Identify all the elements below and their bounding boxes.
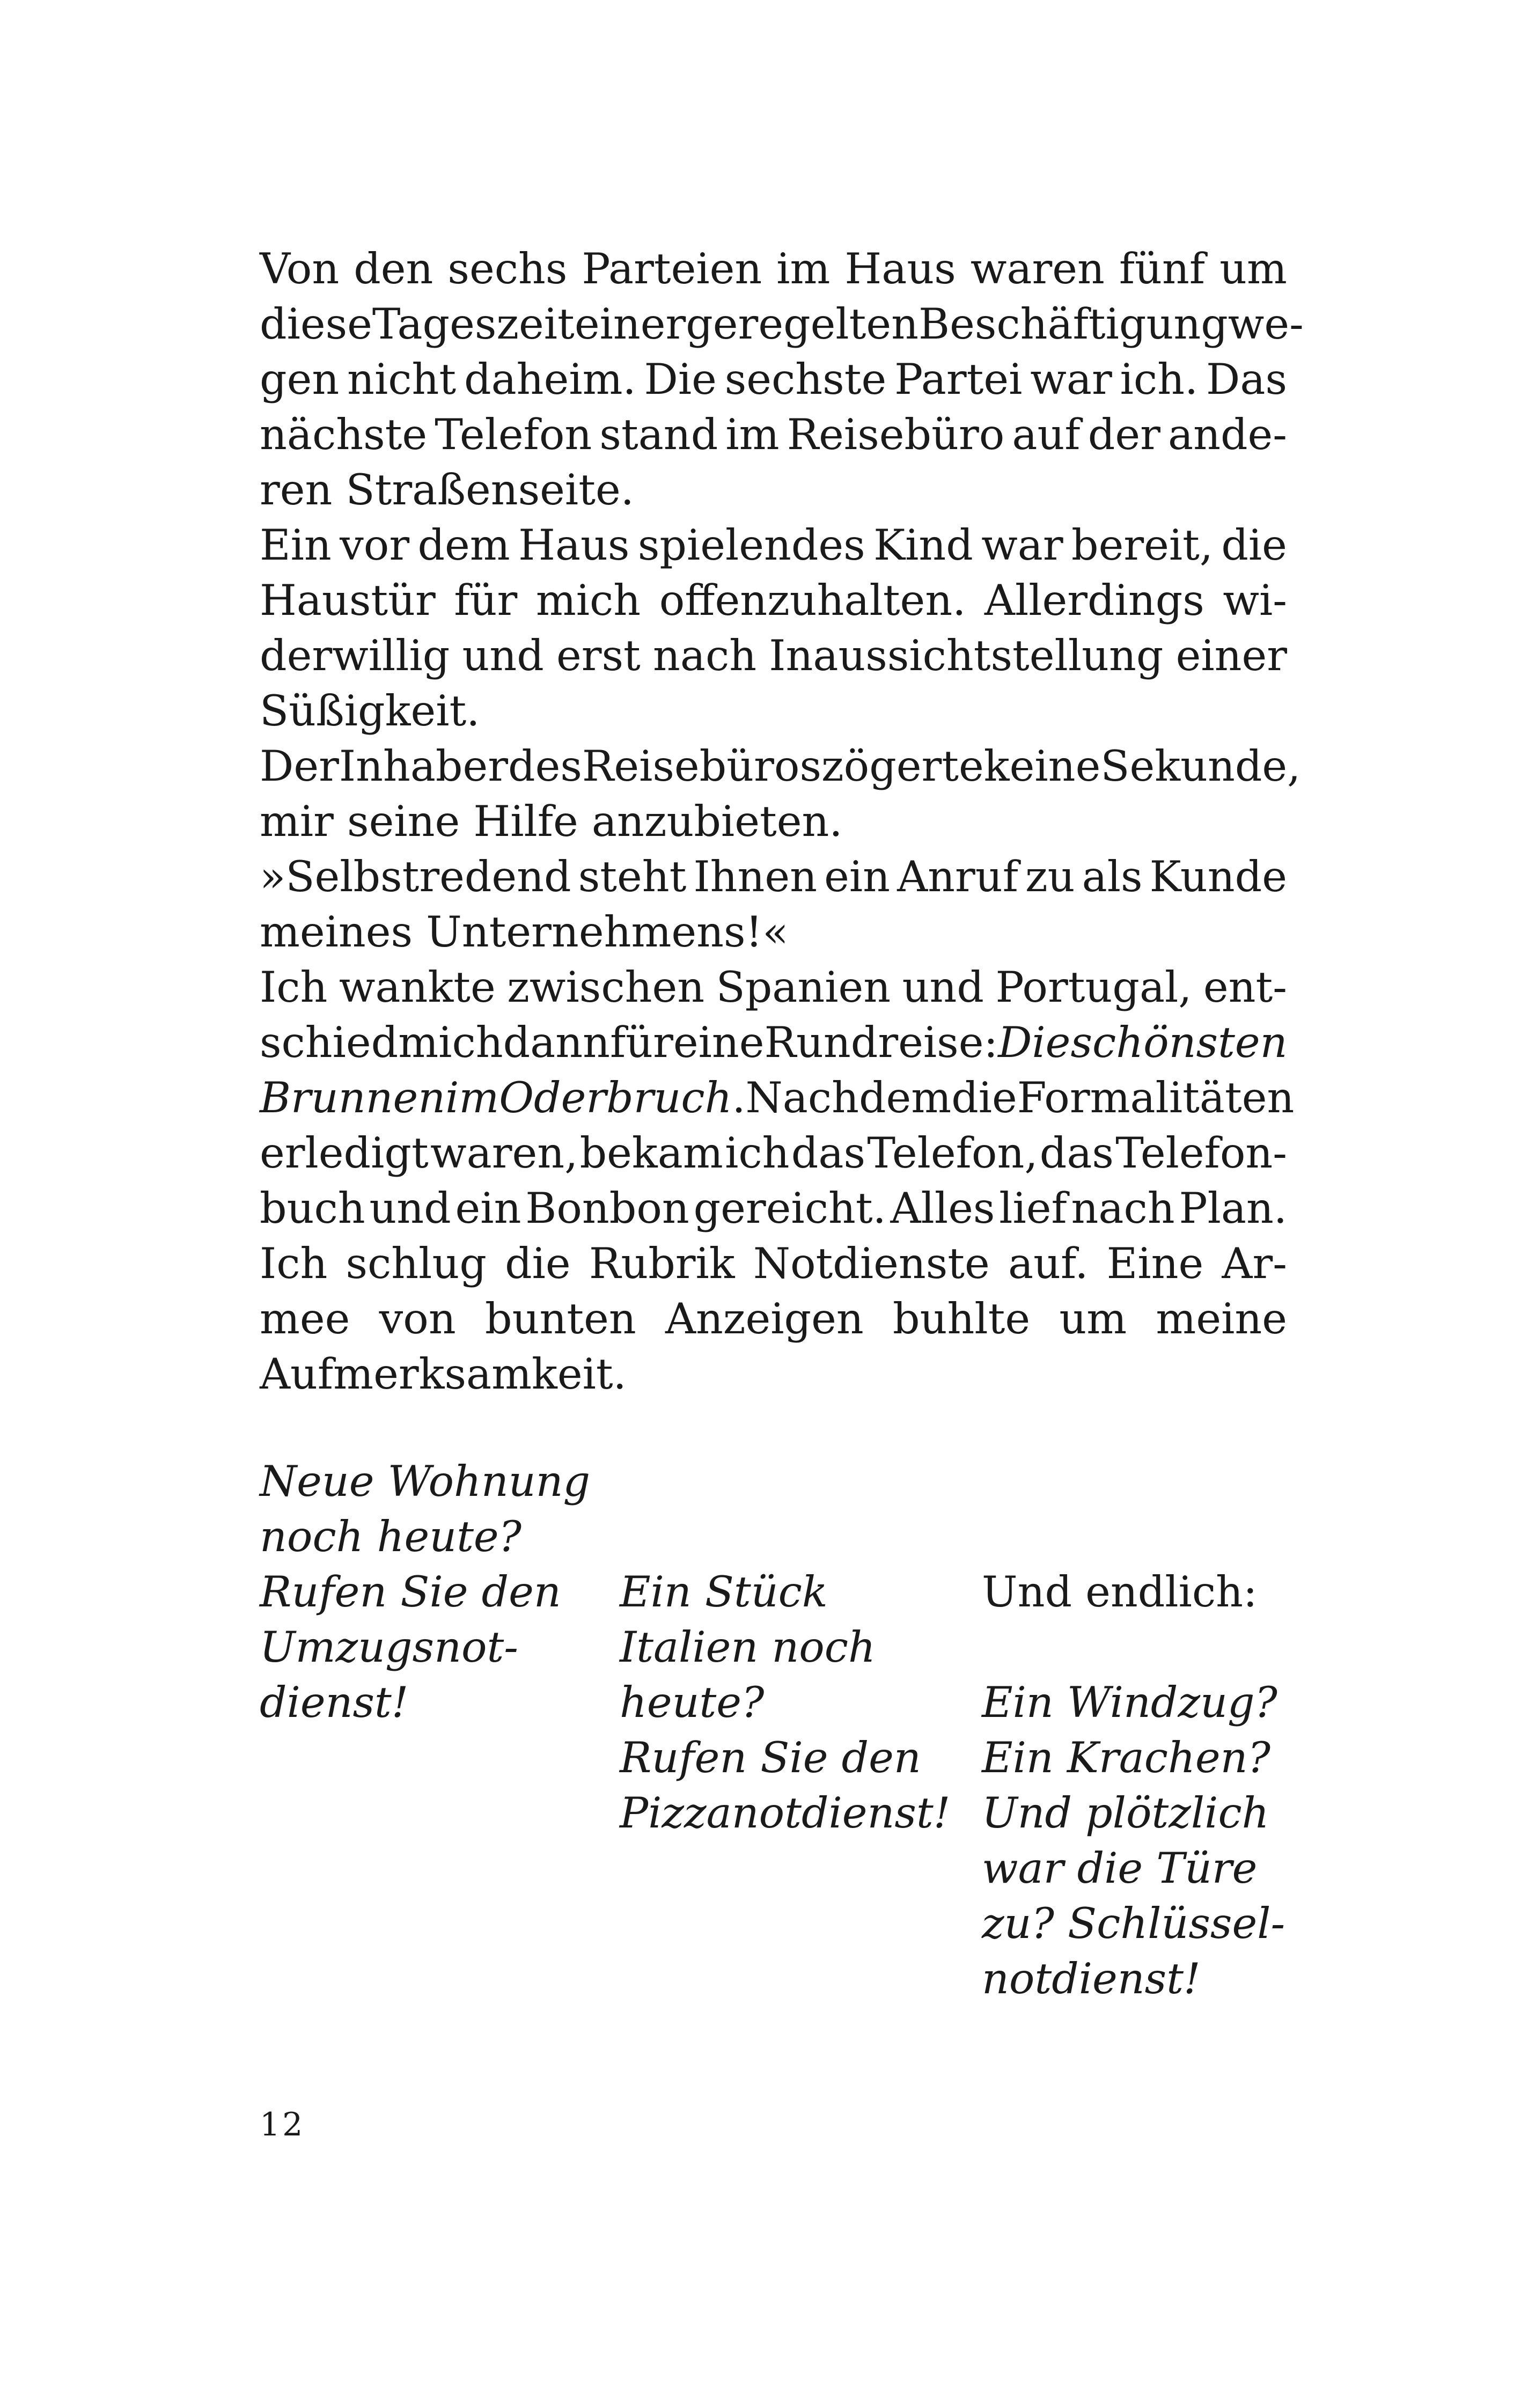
paragraph [260,849,1287,960]
ad-line: Neue Wohnung [260,1457,591,1506]
ad-line: dienst! [260,1678,409,1727]
paragraph [260,241,1304,518]
text-line: mee von bunten Anzeigen buhlte um meine [260,1294,1287,1344]
paragraph [260,739,1301,849]
ad-spacer [982,1620,1285,1675]
text-line: Von den sechs Parteien im Haus waren fünf um [260,244,1287,293]
text-line: Der Inhaber des Reisebüros zögerte keine Sekunde, [260,742,1301,791]
ad-line: Rufen Sie den [620,1733,921,1782]
text-line: Aufmerksamkeit. [260,1349,627,1399]
text-line: gen nicht daheim. Die sechste Partei war ich. Das [260,355,1287,404]
paragraph [260,960,1295,1236]
text-line: erledigt waren, bekam ich das Telefon, das Telefon- [260,1128,1287,1178]
ad-line: heute? [620,1678,765,1727]
ad-line: Ein Windzug? [982,1678,1277,1727]
ad-moving-service [260,1454,590,1730]
ad-line: noch heute? [260,1512,522,1561]
page-number: 12 [260,2106,305,2143]
text-line: mir seine Hilfe anzubieten. [260,797,843,846]
ad-intro: Und endlich: [982,1567,1258,1617]
text-line: Süßigkeit. [260,686,480,736]
text-line: ren Straßenseite. [260,465,634,515]
ad-line: Rufen Sie den [260,1567,561,1617]
text-line: meines Unternehmens!« [260,907,789,957]
ad-line: Pizzanotdienst! [620,1788,951,1838]
text-line: »Selbstredend steht Ihnen ein Anruf zu als Kunde [260,852,1287,901]
text-line: schied mich dann für eine Rundreise: Die schönsten [260,1018,1288,1067]
ad-line: Italien noch [620,1623,876,1672]
text-line: Ich wankte zwischen Spanien und Portugal, ent- [260,963,1287,1012]
text-line: Brunnen im Oderbruch. Nachdem die Formalitäten [260,1073,1295,1122]
text-line: Haustür für mich offenzuhalten. Allerdings wi- [260,576,1287,625]
text-line: buch und ein Bonbon gereicht. Alles lief nach Plan. [260,1184,1287,1233]
ad-line: zu? Schlüssel- [982,1899,1285,1948]
text-line: Ich schlug die Rubrik Notdienste auf. Eine Ar- [260,1239,1287,1288]
ad-line: Ein Krachen? [982,1733,1270,1782]
ad-locksmith-service [982,1565,1285,2007]
text-line: diese Tageszeit einer geregelten Beschäftigung we- [260,299,1304,349]
ad-pizza-service [620,1565,950,1841]
ad-line: Umzugsnot- [260,1623,518,1672]
body-text [260,241,1304,1402]
paragraph [260,1236,1287,1402]
ad-line: Und plötzlich [982,1788,1269,1838]
text-line: derwillig und erst nach Inaussichtstellung einer [260,631,1287,680]
ad-line: war die Türe [982,1844,1258,1893]
text-line: Ein vor dem Haus spielendes Kind war bereit, die [260,520,1287,570]
ad-line: Ein Stück [620,1567,828,1617]
ad-line: notdienst! [982,1954,1201,2003]
text-line: nächste Telefon stand im Reisebüro auf der ande- [260,410,1287,459]
paragraph [260,518,1287,739]
ad-locksmith-text [982,1675,1285,2007]
